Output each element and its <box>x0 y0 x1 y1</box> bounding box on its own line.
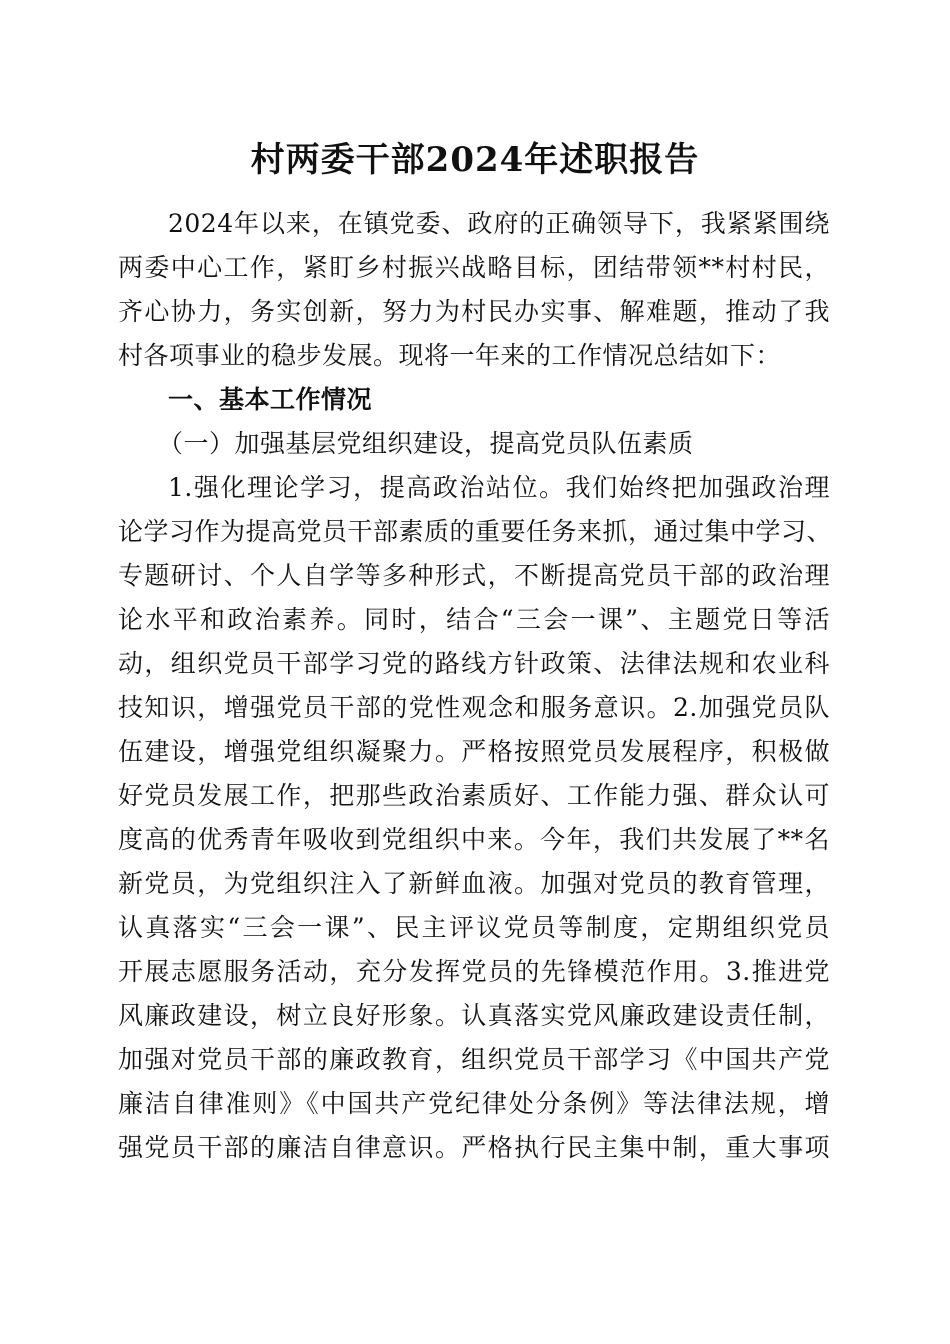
subsection-heading: （一）加强基层党组织建设，提高党员队伍素质 <box>158 429 694 458</box>
paragraph-line: 1.强化理论学习，提高政治站位。我们始终把加强政治理 <box>168 473 830 502</box>
paragraph-line: 新党员，为党组织注入了新鲜血液。加强对党员的教育管理， <box>118 869 830 898</box>
paragraph-line: 村各项事业的稳步发展。现将一年来的工作情况总结如下： <box>118 341 782 370</box>
paragraph-line: 好党员发展工作，把那些政治素质好、工作能力强、群众认可 <box>118 781 830 810</box>
paragraph-line: 论水平和政治素养。同时，结合“三会一课”、主题党日等活 <box>118 605 830 634</box>
paragraph-line: 伍建设，增强党组织凝聚力。严格按照党员发展程序，积极做 <box>118 737 830 766</box>
paragraph-line: 技知识，增强党员干部的党性观念和服务意识。2.加强党员队 <box>118 693 830 722</box>
paragraph-line: 齐心协力，务实创新，努力为村民办实事、解难题，推动了我 <box>118 297 830 326</box>
paragraph-line: 2024年以来，在镇党委、政府的正确领导下，我紧紧围绕 <box>168 209 830 238</box>
paragraph-line: 廉洁自律准则》《中国共产党纪律处分条例》等法律法规，增 <box>118 1089 830 1118</box>
paragraph-line: 论学习作为提高党员干部素质的重要任务来抓，通过集中学习、 <box>118 517 833 546</box>
paragraph-line: 动，组织党员干部学习党的路线方针政策、法律法规和农业科 <box>118 649 830 678</box>
paragraph-line: 加强对党员干部的廉政教育，组织党员干部学习《中国共产党 <box>118 1045 830 1074</box>
paragraph-line: 强党员干部的廉洁自律意识。严格执行民主集中制，重大事项 <box>118 1133 830 1162</box>
paragraph-line: 两委中心工作，紧盯乡村振兴战略目标，团结带领**村村民， <box>118 253 830 282</box>
paragraph-line: 认真落实“三会一课”、民主评议党员等制度，定期组织党员 <box>118 913 830 942</box>
document-title: 村两委干部2024年述职报告 <box>250 140 700 180</box>
paragraph-line: 度高的优秀青年吸收到党组织中来。今年，我们共发展了**名 <box>118 825 830 854</box>
section-heading: 一、基本工作情况 <box>168 385 373 414</box>
paragraph-line: 开展志愿服务活动，充分发挥党员的先锋模范作用。3.推进党 <box>118 957 830 986</box>
paragraph-line: 专题研讨、个人自学等多种形式，不断提高党员干部的政治理 <box>118 561 830 590</box>
paragraph-line: 风廉政建设，树立良好形象。认真落实党风廉政建设责任制， <box>118 1001 830 1030</box>
